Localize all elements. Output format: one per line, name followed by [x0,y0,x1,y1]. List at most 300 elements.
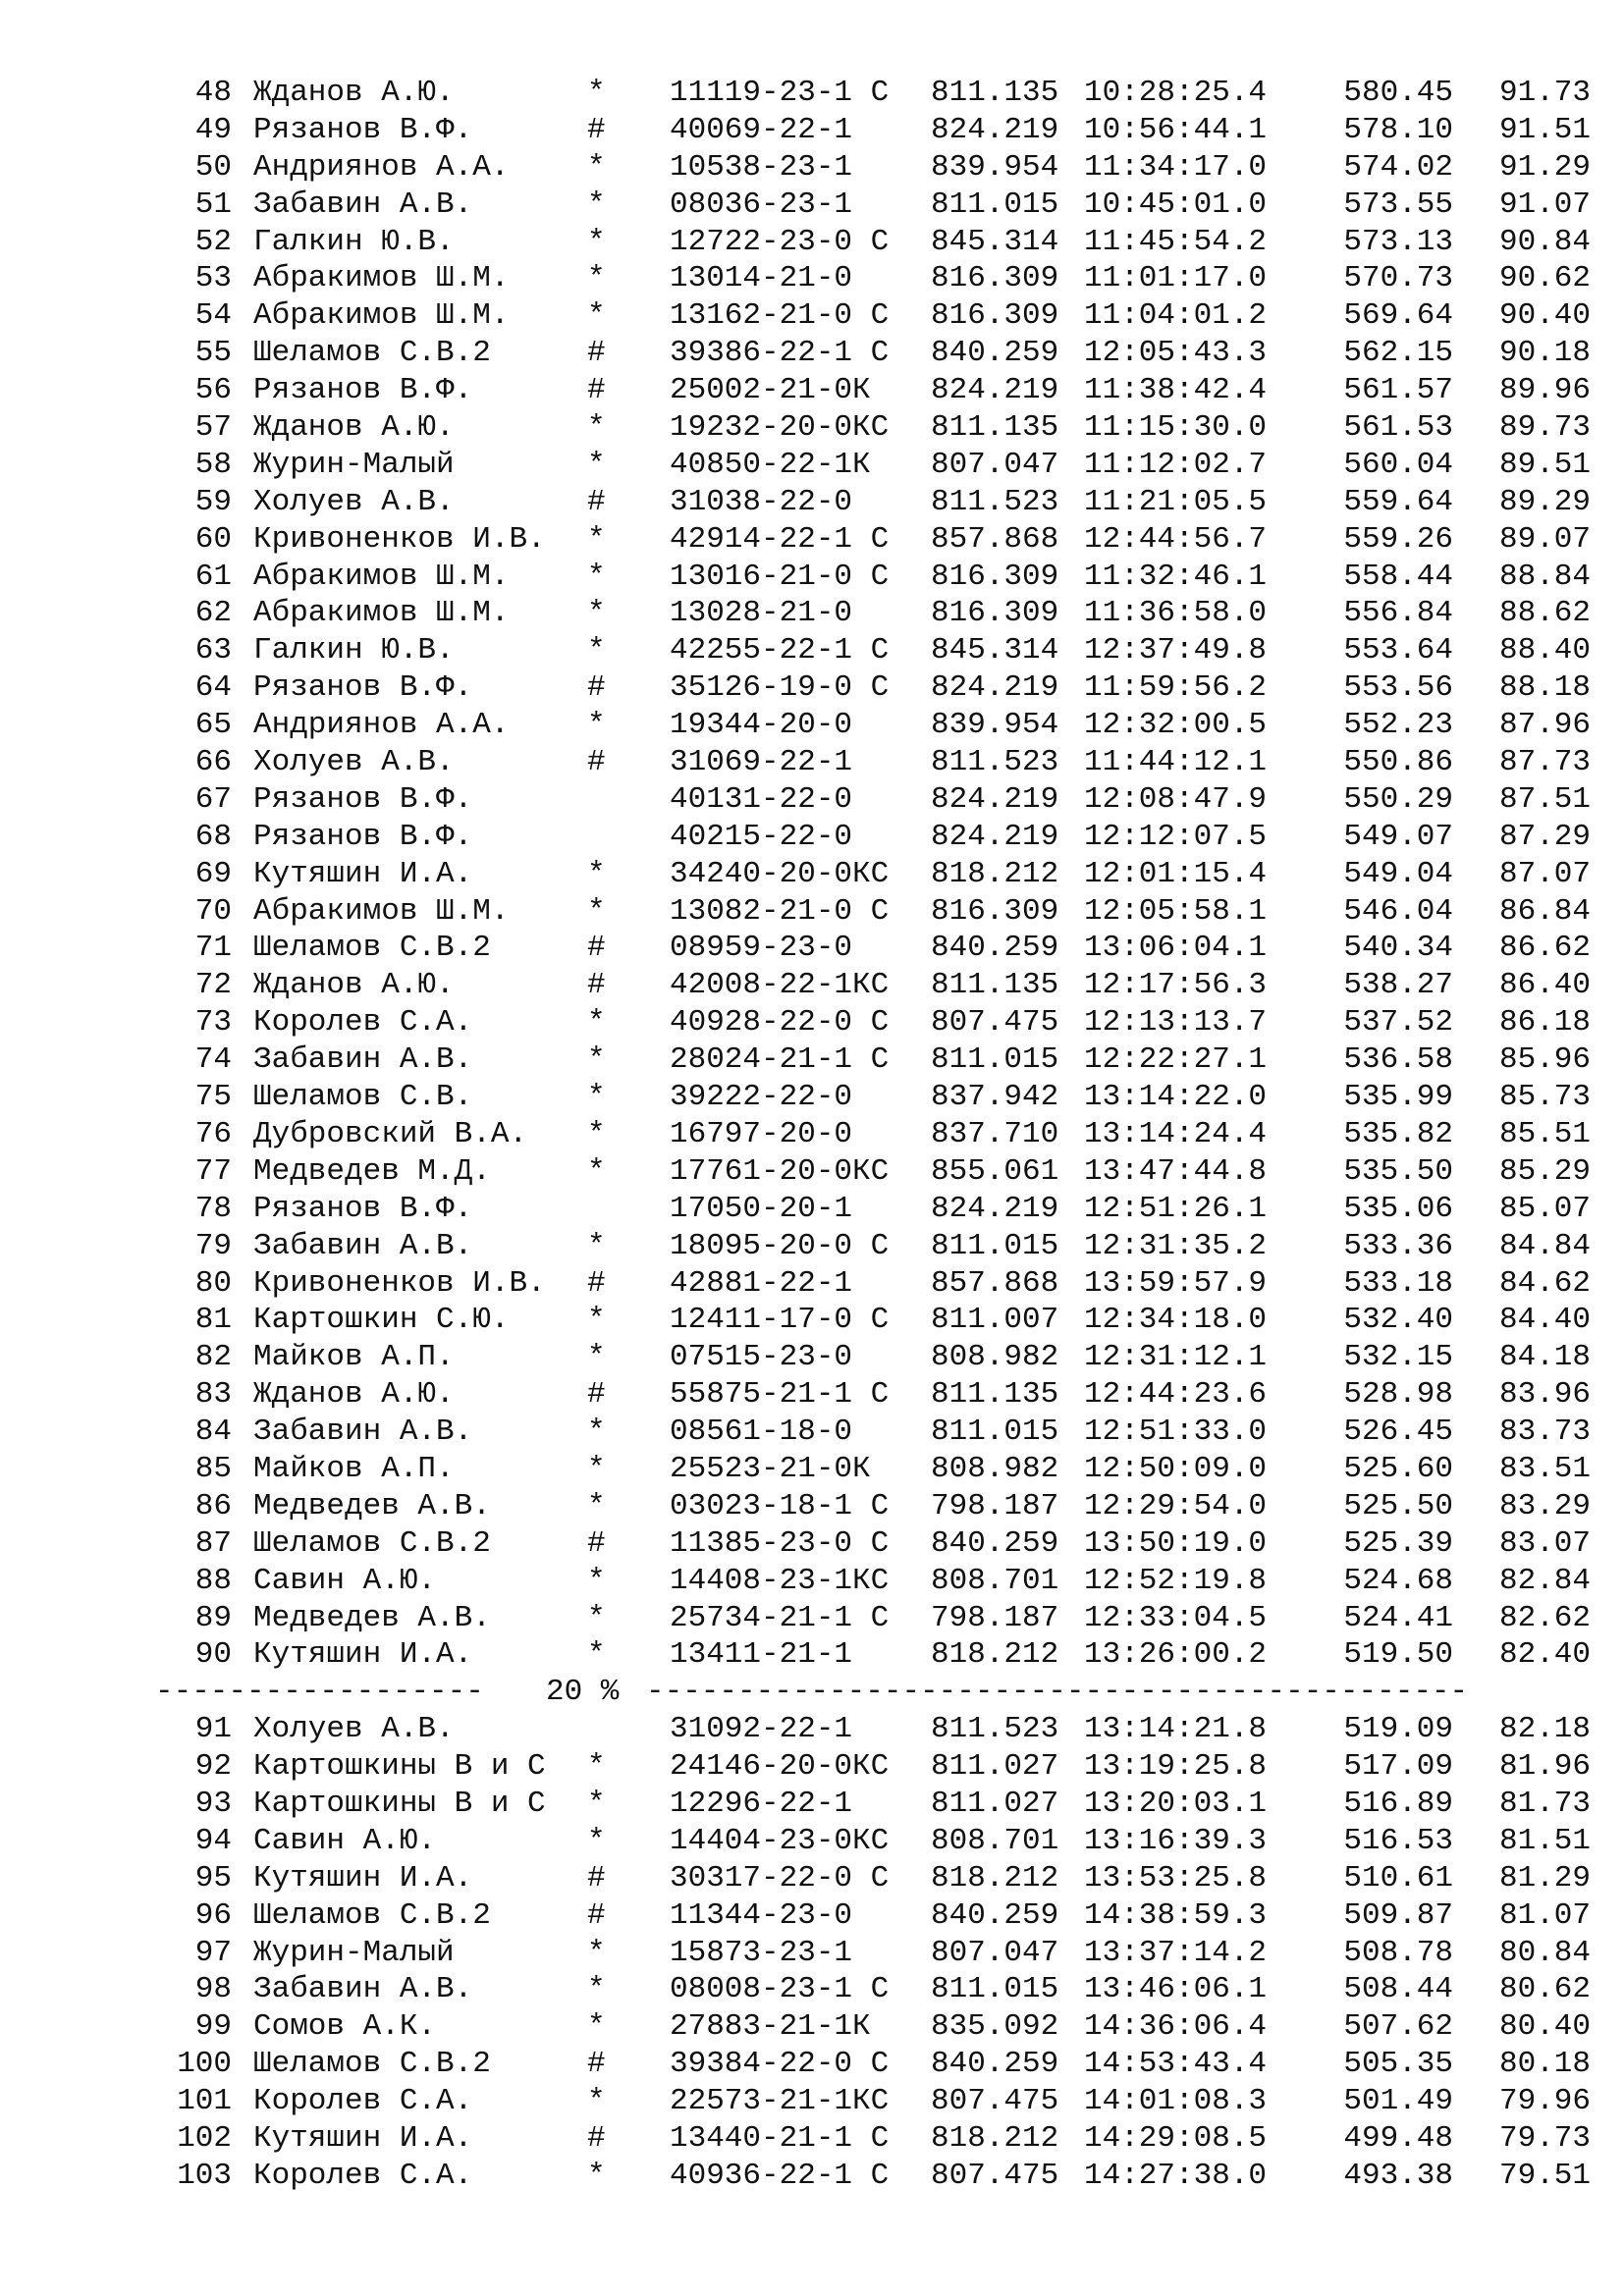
distance: 816.309 [931,298,1059,334]
entry-mark: # [587,336,606,371]
arrival-time: 13:47:44.8 [1084,1153,1268,1189]
speed: 516.89 [1343,1786,1453,1821]
distance: 818.212 [931,1860,1059,1896]
entry-mark: # [587,1265,606,1301]
fancier-name: Забавин А.В. [253,1415,473,1450]
speed: 537.52 [1343,1005,1453,1041]
speed: 509.87 [1343,1897,1453,1933]
arrival-time: 11:12:02.7 [1084,447,1268,482]
place-number: 88 [194,1563,232,1598]
place-number: 48 [194,76,232,110]
points: 83.29 [1498,1488,1591,1523]
points: 82.84 [1498,1563,1591,1598]
points: 91.51 [1498,112,1591,147]
result-row [157,224,1591,261]
entry-mark: * [587,633,606,668]
place-number: 49 [194,112,232,147]
ring-number: 25523-21-0К [670,1451,871,1486]
place-number: 76 [194,1116,232,1151]
fancier-name: Рязанов В.Ф. [253,1191,473,1226]
result-row [157,187,1591,224]
entry-mark: * [587,596,606,631]
distance: 811.007 [931,1303,1059,1338]
distance: 835.092 [931,2009,1059,2045]
fancier-name: Медведев А.В. [253,1488,491,1523]
fancier-name: Забавин А.В. [253,1972,473,2007]
percent-separator [155,1674,1577,1711]
fancier-name: Абракимов Ш.М. [253,559,510,594]
place-number: 54 [194,298,232,334]
result-row [157,149,1591,187]
entry-mark: * [587,1005,606,1041]
speed: 517.09 [1343,1749,1453,1785]
entry-mark: * [587,856,606,891]
speed: 538.27 [1343,968,1453,1003]
points: 84.62 [1498,1265,1591,1301]
place-number: 78 [194,1191,232,1226]
fancier-name: Галкин Ю.В. [253,224,455,259]
result-row [157,112,1591,149]
distance: 807.475 [931,2084,1059,2119]
result-row [157,521,1591,559]
fancier-name: Абракимов Ш.М. [253,298,510,334]
result-row [157,1897,1591,1935]
speed: 573.55 [1343,187,1453,222]
arrival-time: 12:44:56.7 [1084,521,1268,557]
distance: 840.259 [931,2047,1059,2082]
result-row [157,669,1591,707]
fancier-name: Забавин А.В. [253,1228,473,1263]
speed: 528.98 [1343,1377,1453,1413]
distance: 811.027 [931,1786,1059,1821]
place-number: 64 [194,670,232,706]
ring-number: 13162-21-0 С [670,298,890,334]
points: 83.51 [1498,1451,1591,1486]
ring-number: 16797-20-0 [670,1116,853,1151]
arrival-time: 13:26:00.2 [1084,1637,1268,1673]
points: 88.84 [1498,559,1591,594]
distance: 816.309 [931,261,1059,296]
distance: 811.015 [931,1972,1059,2007]
fancier-name: Андриянов А.А. [253,149,510,185]
ring-number: 08561-18-0 [670,1415,853,1450]
result-row [157,1971,1591,2008]
result-row [157,2158,1591,2195]
fancier-name: Холуев А.В. [253,745,455,780]
entry-mark: * [587,708,606,743]
arrival-time: 12:51:26.1 [1084,1191,1268,1226]
ring-number: 25002-21-0К [670,373,871,408]
ring-number: 42881-22-1 [670,1265,853,1301]
distance: 807.475 [931,2158,1059,2193]
ring-number: 17761-20-0КС [670,1153,890,1189]
result-row [157,1860,1591,1897]
arrival-time: 11:36:58.0 [1084,596,1268,631]
place-number: 51 [194,187,232,222]
distance: 798.187 [931,1600,1059,1635]
entry-mark: # [587,373,606,408]
place-number: 85 [194,1451,232,1486]
place-number: 67 [194,781,232,817]
arrival-time: 11:21:05.5 [1084,484,1268,519]
points: 87.07 [1498,856,1591,891]
arrival-time: 13:37:14.2 [1084,1935,1268,1970]
entry-mark: * [587,1637,606,1673]
result-row [157,1935,1591,1972]
fancier-name: Савин А.Ю. [253,1823,437,1858]
speed: 553.56 [1343,670,1453,706]
ring-number: 42914-22-1 С [670,521,890,557]
place-number: 99 [194,2009,232,2045]
result-row [157,260,1591,297]
arrival-time: 13:14:21.8 [1084,1712,1268,1747]
ring-number: 22573-21-1КС [670,2084,890,2119]
ring-number: 31069-22-1 [670,745,853,780]
fancier-name: Шеламов С.В.2 [253,336,491,371]
entry-mark: * [587,1080,606,1115]
speed: 560.04 [1343,447,1453,482]
entry-mark: * [587,1228,606,1263]
ring-number: 40131-22-0 [670,781,853,817]
fancier-name: Жданов А.Ю. [253,76,455,110]
arrival-time: 13:46:06.1 [1084,1972,1268,2007]
ring-number: 11119-23-1 С [670,76,890,110]
entry-mark: * [587,2084,606,2119]
result-row [157,409,1591,447]
entry-mark: # [587,968,606,1003]
points: 81.96 [1498,1749,1591,1785]
points: 90.40 [1498,298,1591,334]
speed: 553.64 [1343,633,1453,668]
speed: 559.64 [1343,484,1453,519]
entry-mark: * [587,1042,606,1078]
points: 84.18 [1498,1340,1591,1375]
arrival-time: 12:52:19.8 [1084,1563,1268,1598]
result-row [157,297,1591,335]
arrival-time: 14:27:38.0 [1084,2158,1268,2193]
place-number: 75 [194,1080,232,1115]
distance: 818.212 [931,2120,1059,2156]
speed: 525.50 [1343,1488,1453,1523]
ring-number: 24146-20-0КС [670,1749,890,1785]
entry-mark: * [587,559,606,594]
entry-mark: * [587,1451,606,1486]
arrival-time: 12:32:00.5 [1084,708,1268,743]
entry-mark: * [587,1786,606,1821]
points: 87.29 [1498,819,1591,854]
ring-number: 40850-22-1К [670,447,871,482]
ring-number: 10538-23-1 [670,149,853,185]
speed: 561.57 [1343,373,1453,408]
points: 90.84 [1498,224,1591,259]
ring-number: 35126-19-0 С [670,670,890,706]
result-row [157,2046,1591,2083]
place-number: 65 [194,708,232,743]
fancier-name: Рязанов В.Ф. [253,819,473,854]
speed: 540.34 [1343,931,1453,966]
speed: 508.44 [1343,1972,1453,2007]
ring-number: 08036-23-1 [670,187,853,222]
fancier-name: Галкин Ю.В. [253,633,455,668]
fancier-name: Кутяшин И.А. [253,856,473,891]
arrival-time: 12:29:54.0 [1084,1488,1268,1523]
distance: 807.047 [931,447,1059,482]
points: 88.40 [1498,633,1591,668]
separator-percent-label: 20 % [546,1675,620,1710]
distance: 840.259 [931,1525,1059,1561]
speed: 526.45 [1343,1415,1453,1450]
result-row [157,1600,1591,1637]
speed: 519.09 [1343,1712,1453,1747]
place-number: 57 [194,410,232,446]
place-number: 70 [194,893,232,929]
arrival-time: 11:34:17.0 [1084,149,1268,185]
ring-number: 55875-21-1 С [670,1377,890,1413]
fancier-name: Жданов А.Ю. [253,410,455,446]
fancier-name: Кутяшин И.А. [253,2120,473,2156]
fancier-name: Дубровский В.А. [253,1116,528,1151]
distance: 808.701 [931,1823,1059,1858]
fancier-name: Абракимов Ш.М. [253,893,510,929]
entry-mark: # [587,484,606,519]
points: 91.73 [1498,76,1591,110]
place-number: 102 [177,2120,232,2156]
arrival-time: 12:01:15.4 [1084,856,1268,891]
speed: 559.26 [1343,521,1453,557]
entry-mark: * [587,1563,606,1598]
ring-number: 39384-22-0 С [670,2047,890,2082]
distance: 857.868 [931,1265,1059,1301]
speed: 535.99 [1343,1080,1453,1115]
result-row [157,2083,1591,2120]
fancier-name: Забавин А.В. [253,187,473,222]
distance: 811.015 [931,1042,1059,1078]
points: 85.96 [1498,1042,1591,1078]
distance: 824.219 [931,112,1059,147]
distance: 816.309 [931,559,1059,594]
arrival-time: 13:14:22.0 [1084,1080,1268,1115]
distance: 840.259 [931,336,1059,371]
result-row [157,1786,1591,1823]
fancier-name: Шеламов С.В.2 [253,2047,491,2082]
result-row [157,1004,1591,1041]
speed: 536.58 [1343,1042,1453,1078]
result-row [157,1116,1591,1153]
entry-mark: # [587,2120,606,2156]
points: 90.18 [1498,336,1591,371]
entry-mark: * [587,1972,606,2007]
fancier-name: Холуев А.В. [253,1712,455,1747]
result-row [157,856,1591,893]
place-number: 82 [194,1340,232,1375]
fancier-name: Рязанов В.Ф. [253,112,473,147]
distance: 824.219 [931,781,1059,817]
result-row [157,819,1591,856]
place-number: 103 [177,2158,232,2193]
fancier-name: Журин-Малый [253,1935,455,1970]
fancier-name: Шеламов С.В.2 [253,1525,491,1561]
speed: 535.06 [1343,1191,1453,1226]
entry-mark: * [587,1749,606,1785]
place-number: 90 [194,1637,232,1673]
arrival-time: 12:13:13.7 [1084,1005,1268,1041]
fancier-name: Абракимов Ш.М. [253,261,510,296]
result-row [157,1451,1591,1488]
place-number: 72 [194,968,232,1003]
points: 89.51 [1498,447,1591,482]
fancier-name: Медведев М.Д. [253,1153,491,1189]
entry-mark: # [587,745,606,780]
results-rows-top [157,75,1591,1674]
result-row [157,1339,1591,1376]
speed: 569.64 [1343,298,1453,334]
arrival-time: 14:29:08.5 [1084,2120,1268,2156]
ring-number: 39222-22-0 [670,1080,853,1115]
points: 88.62 [1498,596,1591,631]
arrival-time: 13:14:24.4 [1084,1116,1268,1151]
ring-number: 28024-21-1 С [670,1042,890,1078]
speed: 507.62 [1343,2009,1453,2045]
place-number: 87 [194,1525,232,1561]
fancier-name: Кривоненков И.В. [253,521,546,557]
arrival-time: 10:56:44.1 [1084,112,1268,147]
distance: 808.982 [931,1451,1059,1486]
entry-mark: * [587,298,606,334]
ring-number: 40928-22-0 С [670,1005,890,1041]
result-row [157,2120,1591,2158]
result-row [157,75,1591,112]
place-number: 80 [194,1265,232,1301]
points: 86.18 [1498,1005,1591,1041]
separator-dashes-left: ------------------ [155,1675,484,1710]
ring-number: 18095-20-0 С [670,1228,890,1263]
distance: 840.259 [931,931,1059,966]
place-number: 91 [194,1712,232,1747]
ring-number: 15873-23-1 [670,1935,853,1970]
points: 83.07 [1498,1525,1591,1561]
distance: 811.015 [931,1415,1059,1450]
entry-mark: * [587,1488,606,1523]
distance: 811.015 [931,187,1059,222]
entry-mark: * [587,261,606,296]
arrival-time: 13:06:04.1 [1084,931,1268,966]
speed: 519.50 [1343,1637,1453,1673]
distance: 824.219 [931,670,1059,706]
arrival-time: 14:36:06.4 [1084,2009,1268,2045]
entry-mark: # [587,931,606,966]
speed: 580.45 [1343,76,1453,110]
points: 79.96 [1498,2084,1591,2119]
ring-number: 14408-23-1КС [670,1563,890,1598]
ring-number: 11344-23-0 [670,1897,853,1933]
fancier-name: Жданов А.Ю. [253,968,455,1003]
ring-number: 12411-17-0 С [670,1303,890,1338]
place-number: 79 [194,1228,232,1263]
arrival-time: 12:31:35.2 [1084,1228,1268,1263]
place-number: 62 [194,596,232,631]
entry-mark: * [587,1340,606,1375]
points: 81.51 [1498,1823,1591,1858]
entry-mark: * [587,1935,606,1970]
arrival-time: 12:05:58.1 [1084,893,1268,929]
arrival-time: 14:53:43.4 [1084,2047,1268,2082]
distance: 807.475 [931,1005,1059,1041]
points: 80.18 [1498,2047,1591,2082]
ring-number: 07515-23-0 [670,1340,853,1375]
speed: 578.10 [1343,112,1453,147]
result-row [157,930,1591,967]
ring-number: 40936-22-1 С [670,2158,890,2193]
fancier-name: Журин-Малый [253,447,455,482]
speed: 546.04 [1343,893,1453,929]
points: 82.18 [1498,1712,1591,1747]
arrival-time: 12:17:56.3 [1084,968,1268,1003]
results-rows-bottom [157,1711,1591,2195]
distance: 818.212 [931,1637,1059,1673]
points: 83.73 [1498,1415,1591,1450]
speed: 558.44 [1343,559,1453,594]
arrival-time: 12:34:18.0 [1084,1303,1268,1338]
ring-number: 40069-22-1 [670,112,853,147]
points: 89.96 [1498,373,1591,408]
ring-number: 13082-21-0 С [670,893,890,929]
fancier-name: Рязанов В.Ф. [253,781,473,817]
result-row [157,2008,1591,2046]
result-row [157,893,1591,931]
points: 80.84 [1498,1935,1591,1970]
speed: 524.41 [1343,1600,1453,1635]
arrival-time: 12:33:04.5 [1084,1600,1268,1635]
arrival-time: 12:51:33.0 [1084,1415,1268,1450]
points: 82.40 [1498,1637,1591,1673]
ring-number: 03023-18-1 С [670,1488,890,1523]
entry-mark: * [587,1303,606,1338]
points: 86.62 [1498,931,1591,966]
ring-number: 13016-21-0 С [670,559,890,594]
arrival-time: 11:38:42.4 [1084,373,1268,408]
points: 90.62 [1498,261,1591,296]
distance: 811.135 [931,1377,1059,1413]
arrival-time: 13:59:57.9 [1084,1265,1268,1301]
separator-dashes-right: --------------------------------------------- [646,1675,1469,1710]
entry-mark: # [587,2047,606,2082]
result-row [157,632,1591,669]
place-number: 68 [194,819,232,854]
points: 80.62 [1498,1972,1591,2007]
place-number: 53 [194,261,232,296]
ring-number: 17050-20-1 [670,1191,853,1226]
entry-mark: # [587,1897,606,1933]
result-row [157,1041,1591,1079]
result-row [157,595,1591,632]
arrival-time: 12:50:09.0 [1084,1451,1268,1486]
place-number: 98 [194,1972,232,2007]
distance: 811.523 [931,1712,1059,1747]
points: 79.73 [1498,2120,1591,2156]
place-number: 84 [194,1415,232,1450]
arrival-time: 14:01:08.3 [1084,2084,1268,2119]
speed: 573.13 [1343,224,1453,259]
arrival-time: 13:20:03.1 [1084,1786,1268,1821]
ring-number: 42255-22-1 С [670,633,890,668]
entry-mark: # [587,112,606,147]
result-row [157,559,1591,596]
entry-mark: * [587,149,606,185]
ring-number: 11385-23-0 С [670,1525,890,1561]
distance: 824.219 [931,373,1059,408]
result-row [157,1711,1591,1748]
speed: 549.07 [1343,819,1453,854]
